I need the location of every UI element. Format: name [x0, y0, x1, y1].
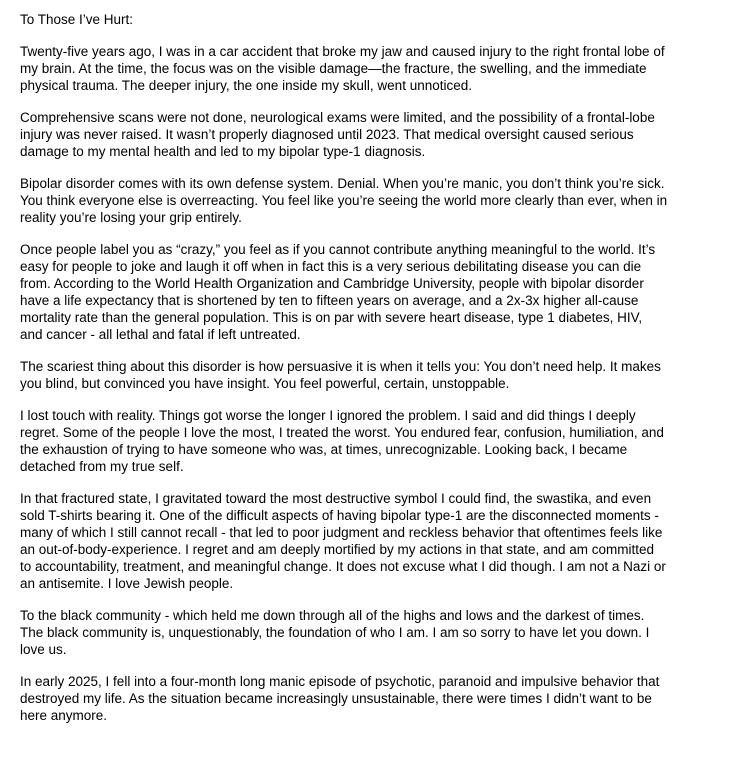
paragraph-fractured-state: In that fractured state, I gravitated toward the most destructive symbol I could find, the swastika, and even sold T-shirts bearing it. One of the difficult aspects of having bipolar type-1 are the disconnected moments - many of which I still cannot recall - that led to poor judgment and reckless behavior that oftentimes feels like an out-of-body-experience. I regret and am deeply mortified by my actions in that state, and am committed to accountability, treatment, and meaningful change. It does not excuse what I did though. I am not a Nazi or an antisemite. I love Jewish people.	[20, 491, 666, 591]
paragraph-missed-diagnosis: Comprehensive scans were not done, neurological exams were limited, and the possibility of a frontal-lobe injury was never raised. It wasn’t properly diagnosed until 2023. That medical oversight caused serious damage to my mental health and led to my bipolar type-1 diagnosis.	[20, 110, 655, 159]
paragraph-stigma-mortality: Once people label you as “crazy,” you feel as if you cannot contribute anything meaningful to the world. It’s easy for people to joke and laugh it off when in fact this is a very serious debilitating disease you can die from. According to the World Health Organization and Cambridge University, people with bipolar disorder have a life expectancy that is shortened by ten to fifteen years on average, and a 2x-3x higher all-cause mortality rate than the general population. This is on par with severe heart disease, type 1 diabetes, HIV, and cancer - all lethal and fatal if left untreated.	[20, 242, 656, 342]
paragraph-early-2025: In early 2025, I fell into a four-month long manic episode of psychotic, paranoid and impulsive behavior that destroyed my life. As the situation became increasingly unsustainable, there were times I didn’t want to be here anymore.	[20, 674, 660, 723]
salutation: To Those I’ve Hurt:	[20, 12, 134, 27]
paragraph-black-community: To the black community - which held me down through all of the highs and lows and the darkest of times. The black community is, unquestionably, the foundation of who I am. I am so sorry to have let you down. I love us.	[20, 608, 650, 657]
paragraph-car-accident: Twenty-five years ago, I was in a car accident that broke my jaw and caused injury to the right frontal lobe of my brain. At the time, the focus was on the visible damage—the fracture, the swelling, and the immediate physical trauma. The deeper injury, the one inside my skull, went unnoticed.	[20, 44, 665, 93]
paragraph-persuasive-disorder: The scariest thing about this disorder is how persuasive it is when it tells you: You don’t need help. It makes you blind, but convinced you have insight. You feel powerful, certain, unstoppable.	[20, 359, 661, 391]
paragraph-lost-touch: I lost touch with reality. Things got worse the longer I ignored the problem. I said and did things I deeply regret. Some of the people I love the most, I treated the worst. You endured fear, confusion, humiliation, and the exhaustion of trying to have someone who was, at times, unrecognizable. Looking back, I became detached from my true self.	[20, 408, 664, 474]
letter-body	[20, 11, 668, 724]
paragraph-denial: Bipolar disorder comes with its own defense system. Denial. When you’re manic, you don’t think you’re sick. You think everyone else is overreacting. You feel like you’re seeing the world more clearly than ever, when in reality you’re losing your grip entirely.	[20, 176, 668, 225]
